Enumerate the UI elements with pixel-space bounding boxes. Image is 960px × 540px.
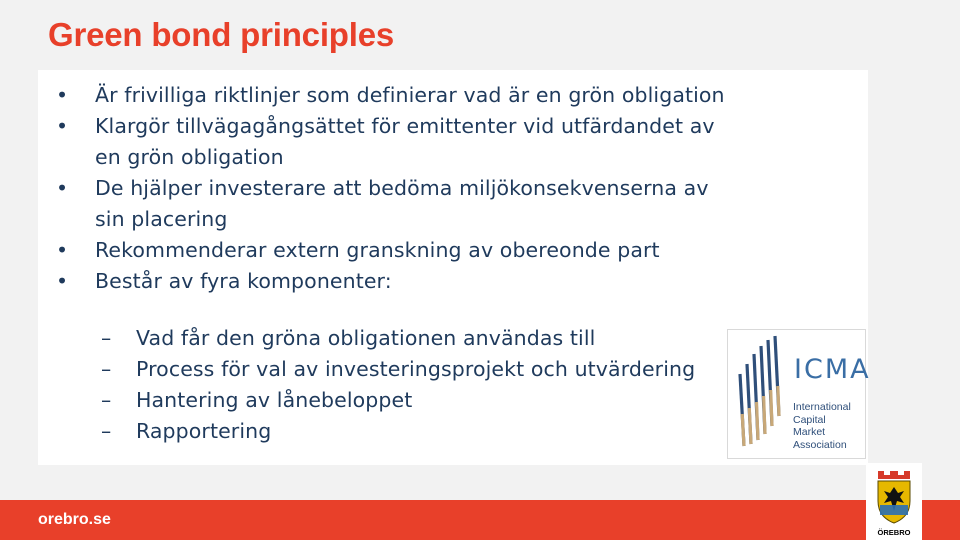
bullet-text-continued: en grön obligation — [95, 145, 284, 169]
icma-acronym: ICMA — [794, 354, 871, 385]
bullet-text: Är frivilliga riktlinjer som definierar vad är en grön obligation — [95, 83, 725, 107]
icma-name-line: Association — [793, 438, 847, 451]
footer-site-link[interactable]: orebro.se — [38, 511, 111, 528]
orebro-crest-logo — [866, 463, 922, 540]
icma-stripes-icon — [728, 330, 792, 458]
sub-bullet-text: Process för val av investeringsprojekt och utvärdering — [136, 357, 696, 381]
icma-name-line: International — [793, 401, 851, 413]
dash-icon: – — [101, 419, 112, 443]
crest-label: ÖREBRO — [877, 528, 911, 537]
bullet-text-continued: sin placering — [95, 207, 228, 231]
sub-bullet-list — [38, 323, 758, 447]
sub-bullet-item — [38, 385, 758, 416]
footer-bar — [0, 500, 960, 540]
sub-bullet-text: Hantering av lånebeloppet — [136, 388, 413, 412]
icma-name-line: Market — [793, 426, 826, 438]
bullet-text: Rekommenderar extern granskning av obereonde part — [95, 238, 660, 262]
sub-bullet-item — [38, 354, 758, 385]
icma-logo — [727, 329, 871, 459]
bullet-item — [38, 173, 758, 235]
sub-bullet-item — [38, 323, 758, 354]
dash-icon: – — [101, 326, 112, 350]
bullet-item — [38, 80, 758, 111]
bullet-text: Klargör tillvägagångsättet för emittenter vid utfärdandet av — [95, 114, 715, 138]
icma-full-name — [793, 401, 851, 451]
sub-bullet-text: Vad får den gröna obligationen användas till — [136, 326, 596, 350]
bullet-text: De hjälper investerare att bedöma miljökonsekvenserna av — [95, 176, 709, 200]
slide-title: Green bond principles — [48, 16, 395, 53]
bullet-dot-icon: • — [56, 176, 69, 200]
sub-bullet-text: Rapportering — [136, 419, 272, 443]
bullet-dot-icon: • — [56, 269, 69, 293]
bullet-text: Består av fyra komponenter: — [95, 269, 392, 293]
bullet-item — [38, 266, 758, 297]
bullet-item — [38, 111, 758, 173]
icma-name-line: Capital — [793, 413, 826, 426]
coat-of-arms-icon — [866, 465, 922, 529]
dash-icon: – — [101, 388, 112, 412]
dash-icon: – — [101, 357, 112, 381]
bullet-dot-icon: • — [56, 114, 69, 138]
bullet-list — [38, 80, 758, 297]
sub-bullet-item — [38, 416, 758, 447]
bullet-dot-icon: • — [56, 83, 69, 107]
bullet-dot-icon: • — [56, 238, 69, 262]
bullet-item — [38, 235, 758, 266]
